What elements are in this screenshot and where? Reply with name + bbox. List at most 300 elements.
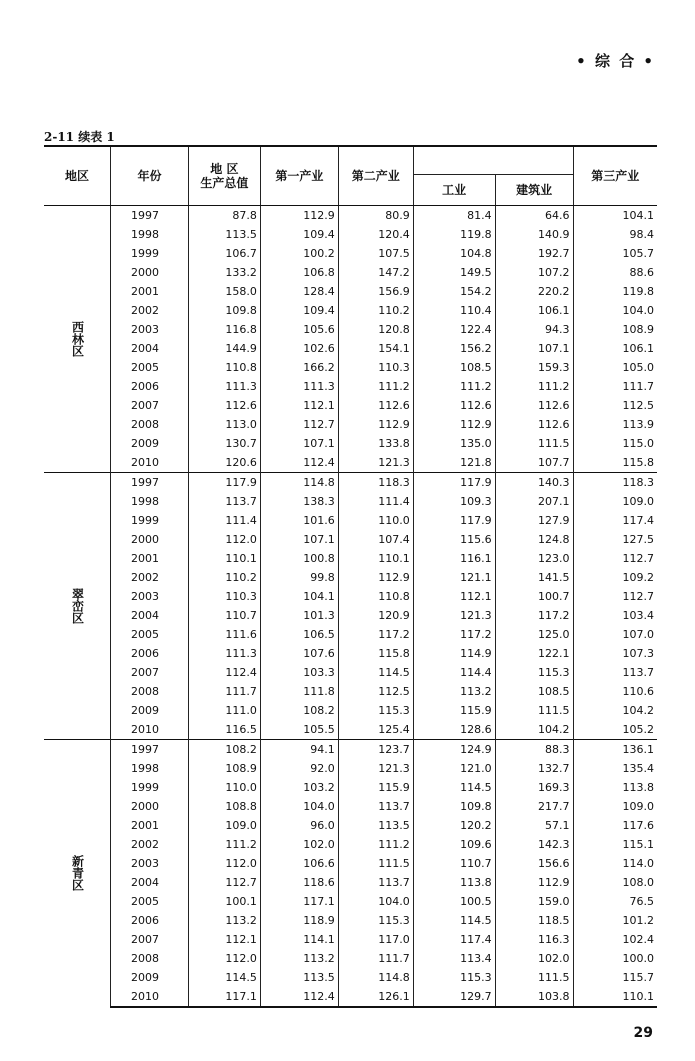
table-row <box>44 682 657 701</box>
table-row <box>44 644 657 663</box>
primary-cell: 106.5 <box>260 625 338 644</box>
secondary-cell: 112.6 <box>338 396 413 415</box>
industry-cell: 121.3 <box>413 606 495 625</box>
gdp-cell: 106.7 <box>188 244 260 263</box>
construction-cell: 117.2 <box>495 606 573 625</box>
construction-cell: 112.9 <box>495 873 573 892</box>
construction-cell: 169.3 <box>495 778 573 797</box>
primary-cell: 109.4 <box>260 225 338 244</box>
construction-cell: 132.7 <box>495 759 573 778</box>
tertiary-cell: 101.2 <box>573 911 657 930</box>
secondary-cell: 121.3 <box>338 453 413 473</box>
gdp-cell: 110.0 <box>188 778 260 797</box>
year-cell: 2007 <box>110 930 188 949</box>
tertiary-cell: 76.5 <box>573 892 657 911</box>
secondary-cell: 120.9 <box>338 606 413 625</box>
table-row <box>44 968 657 987</box>
year-cell: 2007 <box>110 396 188 415</box>
tertiary-cell: 98.4 <box>573 225 657 244</box>
industry-cell: 124.9 <box>413 739 495 759</box>
table-row <box>44 301 657 320</box>
gdp-cell: 130.7 <box>188 434 260 453</box>
gdp-cell: 109.0 <box>188 816 260 835</box>
industry-cell: 154.2 <box>413 282 495 301</box>
year-cell: 2008 <box>110 949 188 968</box>
table-row <box>44 549 657 568</box>
industry-cell: 117.9 <box>413 511 495 530</box>
secondary-cell: 120.4 <box>338 225 413 244</box>
tertiary-cell: 114.0 <box>573 854 657 873</box>
construction-cell: 111.5 <box>495 968 573 987</box>
primary-cell: 118.9 <box>260 911 338 930</box>
gdp-cell: 111.3 <box>188 377 260 396</box>
tertiary-cell: 115.1 <box>573 835 657 854</box>
gdp-cell: 120.6 <box>188 453 260 473</box>
year-cell: 2009 <box>110 434 188 453</box>
industry-cell: 128.6 <box>413 720 495 740</box>
table-row <box>44 663 657 682</box>
secondary-cell: 111.2 <box>338 835 413 854</box>
year-cell: 1999 <box>110 244 188 263</box>
tertiary-cell: 103.4 <box>573 606 657 625</box>
gdp-cell: 108.9 <box>188 759 260 778</box>
industry-cell: 114.4 <box>413 663 495 682</box>
construction-cell: 107.7 <box>495 453 573 473</box>
primary-cell: 100.8 <box>260 549 338 568</box>
tertiary-cell: 104.0 <box>573 301 657 320</box>
table-row <box>44 434 657 453</box>
construction-cell: 122.1 <box>495 644 573 663</box>
year-cell: 1998 <box>110 759 188 778</box>
primary-cell: 112.7 <box>260 415 338 434</box>
column-header-tertiary: 第三产业 <box>573 146 657 205</box>
gdp-cell: 158.0 <box>188 282 260 301</box>
construction-cell: 111.5 <box>495 701 573 720</box>
gdp-cell: 112.6 <box>188 396 260 415</box>
table-row <box>44 568 657 587</box>
gdp-cell: 110.1 <box>188 549 260 568</box>
industry-cell: 149.5 <box>413 263 495 282</box>
table-row <box>44 282 657 301</box>
secondary-cell: 113.5 <box>338 816 413 835</box>
construction-cell: 100.7 <box>495 587 573 606</box>
construction-cell: 207.1 <box>495 492 573 511</box>
gdp-cell: 112.0 <box>188 949 260 968</box>
secondary-cell: 112.9 <box>338 568 413 587</box>
gdp-cell: 116.8 <box>188 320 260 339</box>
industry-cell: 81.4 <box>413 205 495 225</box>
tertiary-cell: 107.0 <box>573 625 657 644</box>
industry-cell: 119.8 <box>413 225 495 244</box>
construction-cell: 140.3 <box>495 472 573 492</box>
secondary-cell: 115.3 <box>338 911 413 930</box>
primary-cell: 114.1 <box>260 930 338 949</box>
industry-cell: 156.2 <box>413 339 495 358</box>
tertiary-cell: 109.2 <box>573 568 657 587</box>
tertiary-cell: 115.8 <box>573 453 657 473</box>
year-cell: 2009 <box>110 701 188 720</box>
primary-cell: 113.5 <box>260 968 338 987</box>
industry-cell: 109.6 <box>413 835 495 854</box>
year-cell: 2000 <box>110 530 188 549</box>
secondary-cell: 112.5 <box>338 682 413 701</box>
construction-cell: 64.6 <box>495 205 573 225</box>
tertiary-cell: 115.7 <box>573 968 657 987</box>
year-cell: 2000 <box>110 797 188 816</box>
gdp-cell: 87.8 <box>188 205 260 225</box>
year-cell: 2003 <box>110 587 188 606</box>
gdp-header-text: 地 区 生产总值 <box>200 161 249 190</box>
construction-cell: 118.5 <box>495 911 573 930</box>
gdp-cell: 112.0 <box>188 854 260 873</box>
construction-cell: 88.3 <box>495 739 573 759</box>
year-cell: 2006 <box>110 644 188 663</box>
table-row <box>44 816 657 835</box>
table-row <box>44 625 657 644</box>
primary-cell: 100.2 <box>260 244 338 263</box>
primary-cell: 102.0 <box>260 835 338 854</box>
tertiary-cell: 112.7 <box>573 587 657 606</box>
primary-cell: 108.2 <box>260 701 338 720</box>
construction-cell: 112.6 <box>495 415 573 434</box>
primary-cell: 106.8 <box>260 263 338 282</box>
table-row <box>44 263 657 282</box>
year-cell: 2001 <box>110 282 188 301</box>
table-row <box>44 911 657 930</box>
year-cell: 2005 <box>110 358 188 377</box>
industry-cell: 120.2 <box>413 816 495 835</box>
tertiary-cell: 127.5 <box>573 530 657 549</box>
industry-cell: 109.3 <box>413 492 495 511</box>
secondary-cell: 110.0 <box>338 511 413 530</box>
table-row <box>44 949 657 968</box>
construction-cell: 142.3 <box>495 835 573 854</box>
column-header-primary: 第一产业 <box>260 146 338 205</box>
secondary-cell: 112.9 <box>338 415 413 434</box>
district-name: 翠峦区 <box>44 472 110 739</box>
tertiary-cell: 105.2 <box>573 720 657 740</box>
year-cell: 2003 <box>110 320 188 339</box>
construction-cell: 107.1 <box>495 339 573 358</box>
table-row <box>44 873 657 892</box>
year-cell: 2003 <box>110 854 188 873</box>
gdp-cell: 109.8 <box>188 301 260 320</box>
construction-cell: 141.5 <box>495 568 573 587</box>
gdp-cell: 113.7 <box>188 492 260 511</box>
industry-cell: 116.1 <box>413 549 495 568</box>
year-cell: 1998 <box>110 492 188 511</box>
primary-cell: 109.4 <box>260 301 338 320</box>
primary-cell: 112.4 <box>260 987 338 1007</box>
tertiary-cell: 110.1 <box>573 987 657 1007</box>
secondary-cell: 133.8 <box>338 434 413 453</box>
tertiary-cell: 136.1 <box>573 739 657 759</box>
construction-cell: 140.9 <box>495 225 573 244</box>
primary-cell: 138.3 <box>260 492 338 511</box>
construction-cell: 115.3 <box>495 663 573 682</box>
industry-cell: 109.8 <box>413 797 495 816</box>
gdp-cell: 112.0 <box>188 530 260 549</box>
secondary-cell: 121.3 <box>338 759 413 778</box>
page-number: 29 <box>633 1025 653 1041</box>
tertiary-cell: 109.0 <box>573 492 657 511</box>
tertiary-cell: 108.0 <box>573 873 657 892</box>
tertiary-cell: 110.6 <box>573 682 657 701</box>
tertiary-cell: 112.7 <box>573 549 657 568</box>
primary-cell: 104.1 <box>260 587 338 606</box>
primary-cell: 112.9 <box>260 205 338 225</box>
year-cell: 2010 <box>110 453 188 473</box>
construction-cell: 220.2 <box>495 282 573 301</box>
industry-cell: 112.6 <box>413 396 495 415</box>
column-header-gdp <box>188 146 260 205</box>
industry-cell: 110.4 <box>413 301 495 320</box>
table-row <box>44 701 657 720</box>
tertiary-cell: 111.7 <box>573 377 657 396</box>
table-row <box>44 930 657 949</box>
secondary-cell: 111.7 <box>338 949 413 968</box>
tertiary-cell: 88.6 <box>573 263 657 282</box>
year-cell: 2002 <box>110 568 188 587</box>
column-header-region: 地区 <box>44 146 110 205</box>
primary-cell: 118.6 <box>260 873 338 892</box>
year-cell: 2007 <box>110 663 188 682</box>
tertiary-cell: 113.7 <box>573 663 657 682</box>
year-cell: 2008 <box>110 682 188 701</box>
primary-cell: 111.3 <box>260 377 338 396</box>
industry-cell: 135.0 <box>413 434 495 453</box>
table-row <box>44 759 657 778</box>
industry-cell: 117.4 <box>413 930 495 949</box>
table-row <box>44 606 657 625</box>
column-header-industry: 工业 <box>413 174 495 205</box>
table-row <box>44 396 657 415</box>
primary-cell: 117.1 <box>260 892 338 911</box>
tertiary-cell: 104.1 <box>573 205 657 225</box>
tertiary-cell: 117.4 <box>573 511 657 530</box>
gdp-cell: 111.4 <box>188 511 260 530</box>
year-cell: 2005 <box>110 625 188 644</box>
industry-cell: 100.5 <box>413 892 495 911</box>
primary-cell: 113.2 <box>260 949 338 968</box>
year-cell: 2000 <box>110 263 188 282</box>
industry-cell: 113.4 <box>413 949 495 968</box>
industry-cell: 113.2 <box>413 682 495 701</box>
secondary-cell: 104.0 <box>338 892 413 911</box>
construction-cell: 192.7 <box>495 244 573 263</box>
construction-cell: 57.1 <box>495 816 573 835</box>
table-row <box>44 739 657 759</box>
year-cell: 2008 <box>110 415 188 434</box>
primary-cell: 107.1 <box>260 530 338 549</box>
table-row <box>44 530 657 549</box>
column-header-year: 年份 <box>110 146 188 205</box>
industry-cell: 121.1 <box>413 568 495 587</box>
secondary-cell: 110.1 <box>338 549 413 568</box>
construction-cell: 123.0 <box>495 549 573 568</box>
tertiary-cell: 118.3 <box>573 472 657 492</box>
year-cell: 2001 <box>110 816 188 835</box>
table-row <box>44 720 657 740</box>
gdp-cell: 144.9 <box>188 339 260 358</box>
table-row <box>44 320 657 339</box>
industry-cell: 122.4 <box>413 320 495 339</box>
year-cell: 2009 <box>110 968 188 987</box>
secondary-cell: 110.8 <box>338 587 413 606</box>
primary-cell: 92.0 <box>260 759 338 778</box>
secondary-cell: 114.8 <box>338 968 413 987</box>
industry-cell: 121.8 <box>413 453 495 473</box>
construction-cell: 127.9 <box>495 511 573 530</box>
table-row <box>44 854 657 873</box>
industry-cell: 115.9 <box>413 701 495 720</box>
secondary-cell: 115.9 <box>338 778 413 797</box>
primary-cell: 103.2 <box>260 778 338 797</box>
gdp-cell: 113.5 <box>188 225 260 244</box>
construction-cell: 104.2 <box>495 720 573 740</box>
secondary-cell: 120.8 <box>338 320 413 339</box>
gdp-cell: 108.2 <box>188 739 260 759</box>
construction-cell: 159.3 <box>495 358 573 377</box>
primary-cell: 107.6 <box>260 644 338 663</box>
industry-cell: 108.5 <box>413 358 495 377</box>
primary-cell: 112.1 <box>260 396 338 415</box>
secondary-cell: 80.9 <box>338 205 413 225</box>
construction-cell: 111.2 <box>495 377 573 396</box>
construction-cell: 112.6 <box>495 396 573 415</box>
secondary-cell: 117.0 <box>338 930 413 949</box>
gdp-cell: 111.0 <box>188 701 260 720</box>
primary-cell: 101.3 <box>260 606 338 625</box>
construction-cell: 106.1 <box>495 301 573 320</box>
gdp-cell: 111.3 <box>188 644 260 663</box>
tertiary-cell: 113.9 <box>573 415 657 434</box>
secondary-cell: 115.3 <box>338 701 413 720</box>
column-header-construction: 建筑业 <box>495 174 573 205</box>
primary-cell: 105.5 <box>260 720 338 740</box>
district-block-xilin <box>44 205 657 472</box>
gdp-cell: 116.5 <box>188 720 260 740</box>
tertiary-cell: 109.0 <box>573 797 657 816</box>
table-row <box>44 339 657 358</box>
secondary-cell: 111.4 <box>338 492 413 511</box>
secondary-cell: 113.7 <box>338 797 413 816</box>
table-row <box>44 358 657 377</box>
gdp-cell: 113.2 <box>188 911 260 930</box>
district-block-cuiluan <box>44 472 657 739</box>
column-header-secondary: 第二产业 <box>338 146 413 205</box>
primary-cell: 114.8 <box>260 472 338 492</box>
year-cell: 2001 <box>110 549 188 568</box>
primary-cell: 99.8 <box>260 568 338 587</box>
tertiary-cell: 117.6 <box>573 816 657 835</box>
secondary-cell: 126.1 <box>338 987 413 1007</box>
table-row <box>44 492 657 511</box>
tertiary-cell: 102.4 <box>573 930 657 949</box>
gdp-cell: 111.2 <box>188 835 260 854</box>
table-row <box>44 377 657 396</box>
industry-cell: 115.6 <box>413 530 495 549</box>
year-cell: 2006 <box>110 377 188 396</box>
gdp-cell: 108.8 <box>188 797 260 816</box>
primary-cell: 106.6 <box>260 854 338 873</box>
secondary-cell: 125.4 <box>338 720 413 740</box>
secondary-cell: 111.2 <box>338 377 413 396</box>
year-cell: 2004 <box>110 339 188 358</box>
secondary-cell: 110.2 <box>338 301 413 320</box>
primary-cell: 96.0 <box>260 816 338 835</box>
industry-cell: 104.8 <box>413 244 495 263</box>
industry-cell: 113.8 <box>413 873 495 892</box>
gdp-cell: 111.6 <box>188 625 260 644</box>
tertiary-cell: 113.8 <box>573 778 657 797</box>
year-cell: 1997 <box>110 472 188 492</box>
industry-cell: 114.5 <box>413 911 495 930</box>
construction-cell: 116.3 <box>495 930 573 949</box>
primary-cell: 104.0 <box>260 797 338 816</box>
industry-cell: 111.2 <box>413 377 495 396</box>
gdp-cell: 133.2 <box>188 263 260 282</box>
gdp-cell: 100.1 <box>188 892 260 911</box>
secondary-cell: 118.3 <box>338 472 413 492</box>
tertiary-cell: 100.0 <box>573 949 657 968</box>
primary-cell: 102.6 <box>260 339 338 358</box>
gdp-cell: 110.7 <box>188 606 260 625</box>
tertiary-cell: 105.0 <box>573 358 657 377</box>
construction-cell: 217.7 <box>495 797 573 816</box>
tertiary-cell: 119.8 <box>573 282 657 301</box>
primary-cell: 166.2 <box>260 358 338 377</box>
industry-cell: 117.2 <box>413 625 495 644</box>
secondary-cell: 107.5 <box>338 244 413 263</box>
statistics-table <box>44 145 657 1008</box>
tertiary-cell: 115.0 <box>573 434 657 453</box>
secondary-cell: 113.7 <box>338 873 413 892</box>
construction-cell: 156.6 <box>495 854 573 873</box>
secondary-cell: 111.5 <box>338 854 413 873</box>
industry-cell: 114.5 <box>413 778 495 797</box>
secondary-cell: 107.4 <box>338 530 413 549</box>
gdp-cell: 110.8 <box>188 358 260 377</box>
secondary-cell: 156.9 <box>338 282 413 301</box>
table-row <box>44 244 657 263</box>
year-cell: 2005 <box>110 892 188 911</box>
table-row <box>44 987 657 1007</box>
table-caption: 2-11 续表 1 <box>44 130 115 144</box>
gdp-cell: 110.3 <box>188 587 260 606</box>
year-cell: 2004 <box>110 606 188 625</box>
primary-cell: 103.3 <box>260 663 338 682</box>
industry-cell: 115.3 <box>413 968 495 987</box>
gdp-cell: 110.2 <box>188 568 260 587</box>
secondary-cell: 110.3 <box>338 358 413 377</box>
year-cell: 2010 <box>110 720 188 740</box>
tertiary-cell: 104.2 <box>573 701 657 720</box>
tertiary-cell: 106.1 <box>573 339 657 358</box>
tertiary-cell: 135.4 <box>573 759 657 778</box>
construction-cell: 107.2 <box>495 263 573 282</box>
industry-cell: 129.7 <box>413 987 495 1007</box>
industry-cell: 117.9 <box>413 472 495 492</box>
table-row <box>44 205 657 225</box>
table-row <box>44 511 657 530</box>
construction-cell: 124.8 <box>495 530 573 549</box>
district-block-xinqing <box>44 739 657 1007</box>
table-row <box>44 415 657 434</box>
construction-cell: 102.0 <box>495 949 573 968</box>
secondary-cell: 123.7 <box>338 739 413 759</box>
tertiary-cell: 105.7 <box>573 244 657 263</box>
